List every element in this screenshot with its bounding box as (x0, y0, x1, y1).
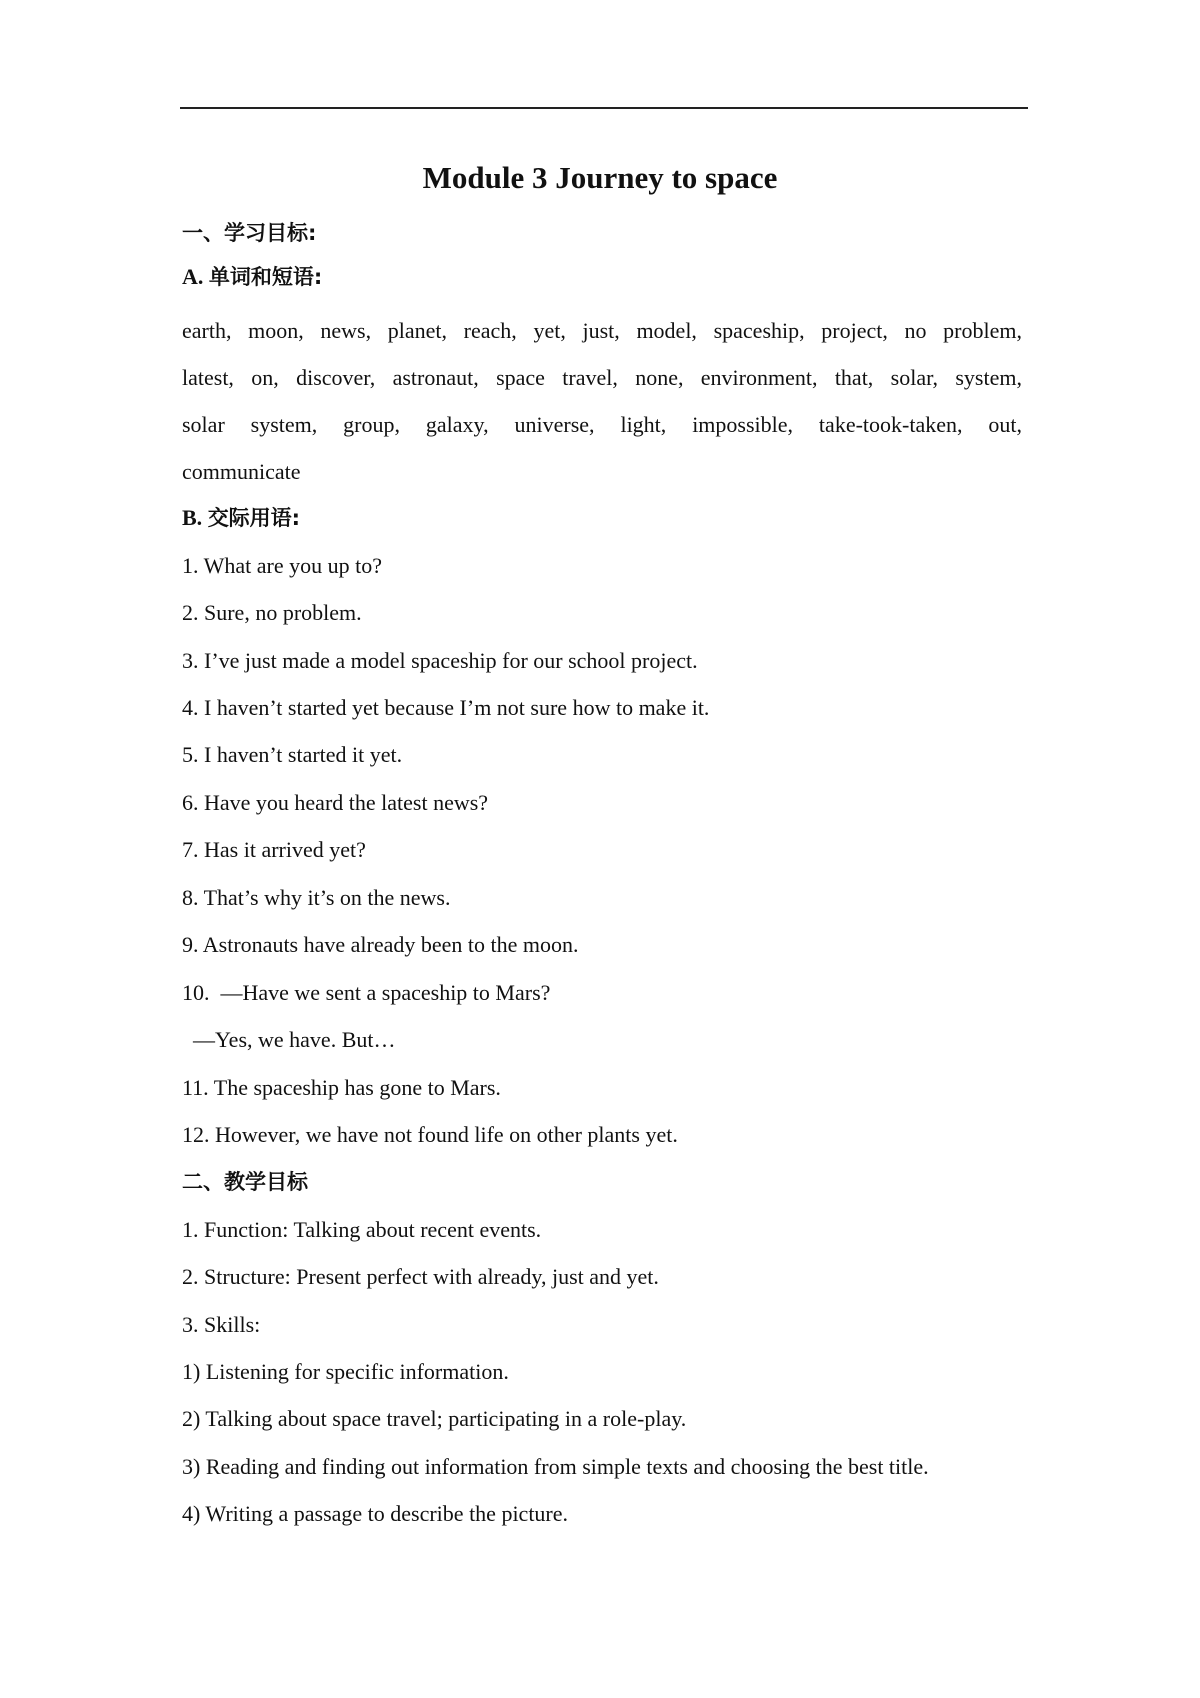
phrase-item: 1. What are you up to? (182, 553, 382, 578)
goal-item: 1) Listening for specific information. (182, 1359, 509, 1384)
vocab-line-3: solar system, group, galaxy, universe, light, impossible, take-took-taken, out, (182, 412, 1022, 437)
part-b-heading (182, 503, 1022, 533)
phrase-item: 3. I’ve just made a model spaceship for our school project. (182, 648, 698, 673)
part-b-label: 交际用语: (207, 506, 301, 530)
phrase-item: 10. —Have we sent a spaceship to Mars? (182, 980, 551, 1005)
phrase-item: 11. The spaceship has gone to Mars. (182, 1075, 501, 1100)
phrase-item: 7. Has it arrived yet? (182, 837, 366, 862)
section-heading-teaching-goals: 二、教学目标 (182, 1170, 308, 1194)
goal-item: 3. Skills: (182, 1312, 261, 1337)
phrase-item: 8. That’s why it’s on the news. (182, 885, 451, 910)
document-title: Module 3 Journey to space (422, 160, 778, 195)
goal-item: 1. Function: Talking about recent events. (182, 1217, 542, 1242)
goal-item: 3) Reading and finding out information from simple texts and choosing the best title. (182, 1454, 929, 1479)
part-a-label: 单词和短语: (208, 265, 323, 289)
goal-item: 2) Talking about space travel; participating in a role-play. (182, 1406, 687, 1431)
part-b-prefix: B. (182, 505, 203, 530)
part-a-prefix: A. (182, 264, 204, 289)
phrase-item: 5. I haven’t started it yet. (182, 742, 403, 767)
phrase-item: 9. Astronauts have already been to the moon. (182, 932, 579, 957)
part-a-heading (182, 262, 1022, 292)
section-heading-learning-goals: 一、学习目标: (182, 221, 317, 245)
vocab-line-2: latest, on, discover, astronaut, space travel, none, environment, that, solar, system, (182, 365, 1022, 390)
vocab-line-4: communicate (182, 459, 301, 484)
goal-item: 2. Structure: Present perfect with already, just and yet. (182, 1264, 659, 1289)
vocab-line-1: earth, moon, news, planet, reach, yet, just, model, spaceship, project, no problem, (182, 318, 1022, 343)
header-rule (180, 107, 1028, 109)
phrase-item: 2. Sure, no problem. (182, 600, 362, 625)
phrase-item: 6. Have you heard the latest news? (182, 790, 489, 815)
phrase-item: 4. I haven’t started yet because I’m not sure how to make it. (182, 695, 710, 720)
phrase-item: —Yes, we have. But… (182, 1027, 396, 1052)
goal-item: 4) Writing a passage to describe the picture. (182, 1501, 569, 1526)
phrase-item: 12. However, we have not found life on other plants yet. (182, 1122, 678, 1147)
